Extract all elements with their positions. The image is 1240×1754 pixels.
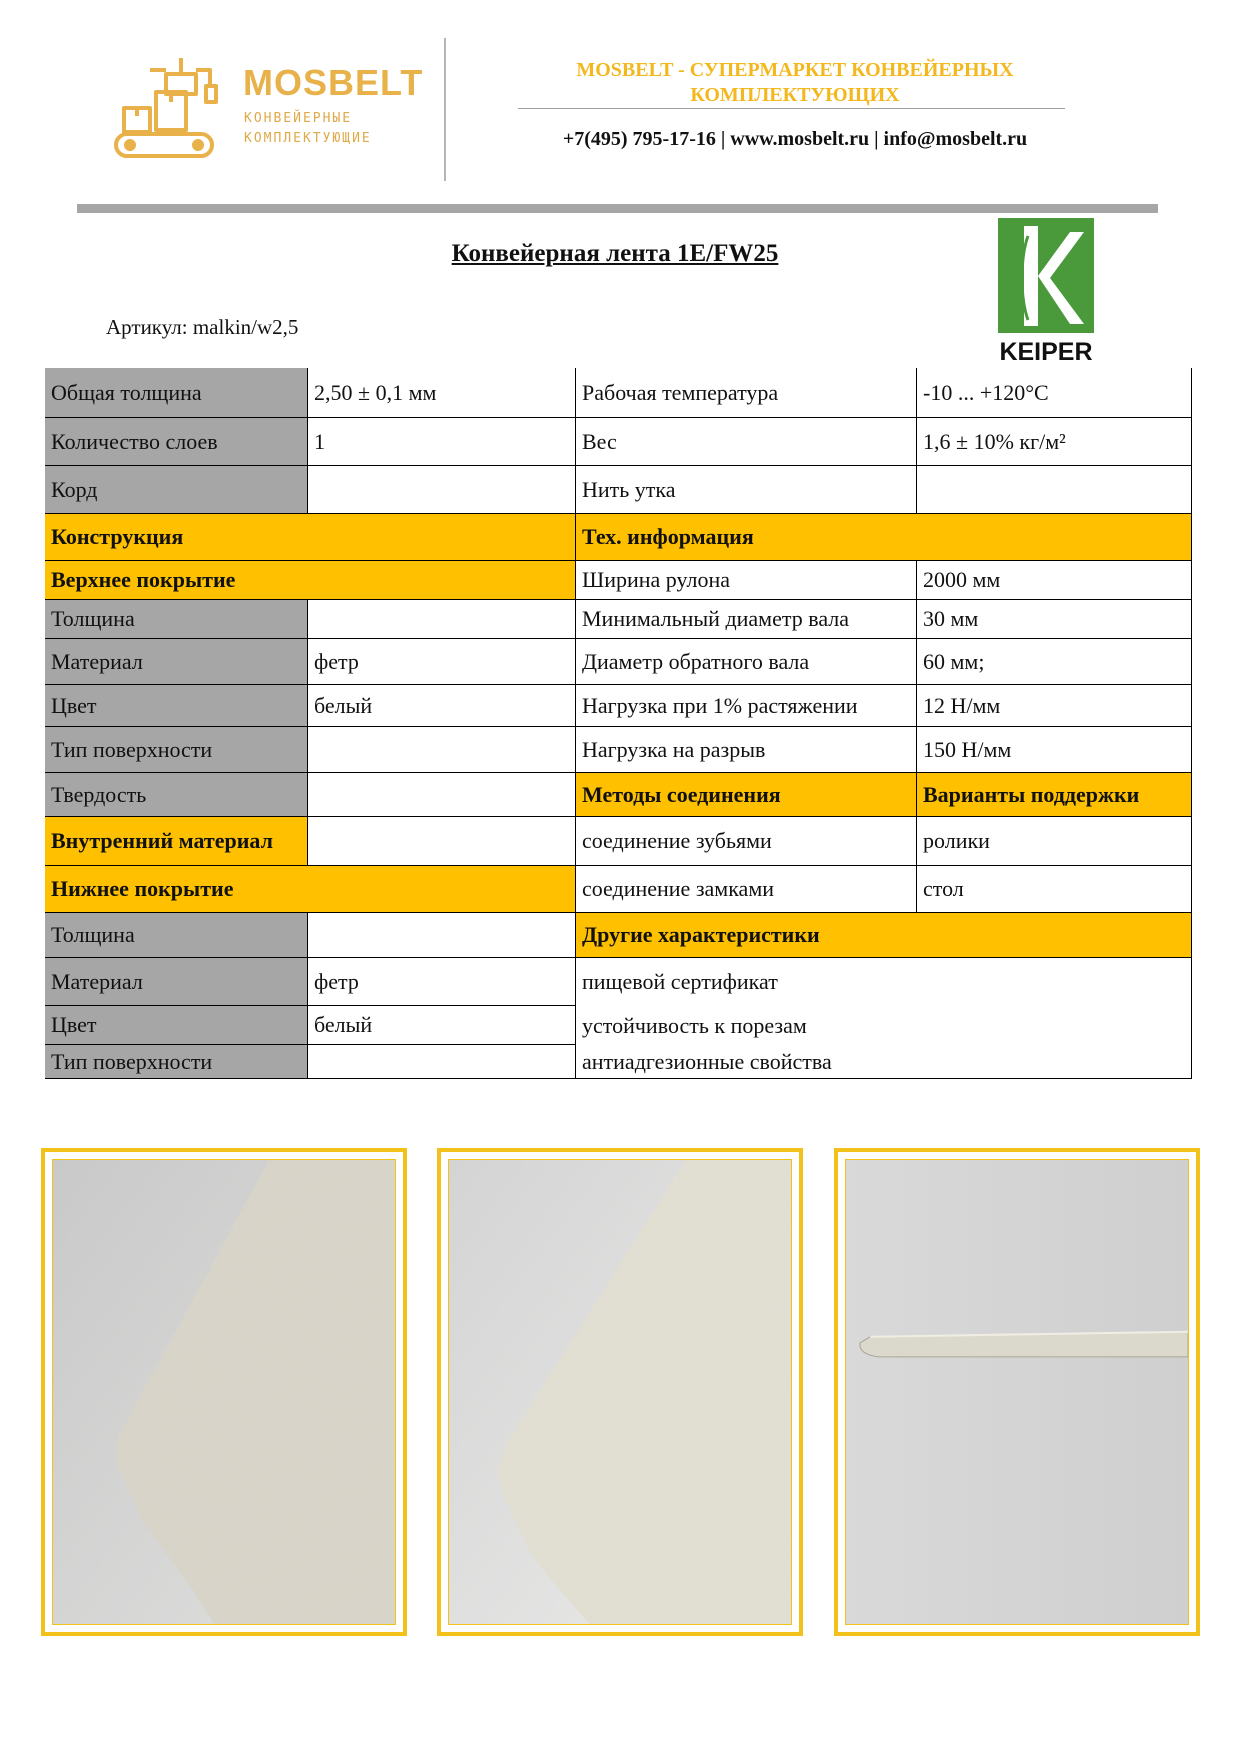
spec-label: Нагрузка на разрыв — [576, 727, 917, 773]
spec-label: Цвет — [45, 685, 308, 727]
keiper-label: KEIPER — [999, 338, 1093, 363]
section-header-left: Нижнее покрытие — [45, 866, 576, 913]
spec-label: Внутренний материал — [45, 817, 308, 866]
spec-label: Нить утка — [576, 466, 917, 514]
spec-value — [308, 773, 576, 817]
section-header-right: Другие характеристики — [576, 913, 1192, 958]
header-underline — [518, 108, 1065, 109]
spec-label: Общая толщина — [45, 368, 308, 418]
article-number: Артикул: malkin/w2,5 — [106, 315, 299, 339]
header-contacts: +7(495) 795-17-16 | www.mosbelt.ru | info@mosbelt.ru — [562, 128, 1028, 150]
logo-subtitle-1: КОНВЕЙЕРНЫЕ — [244, 111, 353, 126]
header-title-line-1: MOSBELT - СУПЕРМАРКЕТ КОНВЕЙЕРНЫХ — [576, 59, 1014, 81]
product-photo-3 — [834, 1148, 1200, 1636]
spec-value: -10 ... +120°C — [917, 368, 1192, 418]
product-photo-1 — [41, 1148, 407, 1636]
spec-value: белый — [308, 1006, 576, 1045]
spec-label: Цвет — [45, 1006, 308, 1045]
spec-label: Твердость — [45, 773, 308, 817]
spec-value — [308, 466, 576, 514]
spec-label: Диаметр обратного вала — [576, 639, 917, 685]
spec-value: ролики — [917, 817, 1192, 866]
spec-label: Ширина рулона — [576, 561, 917, 600]
header-divider — [444, 38, 446, 181]
spec-value: 150 Н/мм — [917, 727, 1192, 773]
spec-value — [308, 817, 576, 866]
other-characteristic: антиадгезионные свойства — [576, 1045, 1192, 1079]
spec-value: фетр — [308, 639, 576, 685]
spec-value: 1,6 ± 10% кг/м² — [917, 418, 1192, 466]
section-header-right: Тех. информация — [576, 514, 1192, 561]
spec-label: Материал — [45, 958, 308, 1006]
keiper-logo — [998, 218, 1094, 363]
spec-label: соединение зубьями — [576, 817, 917, 866]
spec-value: 60 мм; — [917, 639, 1192, 685]
header-title — [520, 58, 1070, 108]
spec-label: соединение замками — [576, 866, 917, 913]
spec-value: 12 Н/мм — [917, 685, 1192, 727]
spec-label: Вес — [576, 418, 917, 466]
spec-label: Тип поверхности — [45, 1045, 308, 1079]
spec-value: 2000 мм — [917, 561, 1192, 600]
spec-value — [308, 1045, 576, 1079]
product-photo-2 — [437, 1148, 803, 1636]
document-title: Конвейерная лента 1E/FW25 — [451, 240, 779, 267]
spec-value — [308, 600, 576, 639]
spec-value: белый — [308, 685, 576, 727]
header-bar — [77, 204, 1158, 213]
spec-label: Толщина — [45, 913, 308, 958]
section-header-right: Варианты поддержки — [917, 773, 1192, 817]
spec-label: Количество слоев — [45, 418, 308, 466]
spec-value: 1 — [308, 418, 576, 466]
spec-label: Тип поверхности — [45, 727, 308, 773]
section-header-left: Верхнее покрытие — [45, 561, 576, 600]
spec-label: Рабочая температура — [576, 368, 917, 418]
spec-value — [308, 913, 576, 958]
spec-value: 30 мм — [917, 600, 1192, 639]
spec-label: Толщина — [45, 600, 308, 639]
logo-subtitle-2: КОМПЛЕКТУЮЩИЕ — [244, 131, 372, 146]
other-characteristic: пищевой сертификат — [576, 958, 1192, 1006]
conveyor-logo-icon — [110, 52, 250, 162]
spec-value: стол — [917, 866, 1192, 913]
spec-label: Материал — [45, 639, 308, 685]
section-header-left: Конструкция — [45, 514, 576, 561]
spec-value — [917, 466, 1192, 514]
spec-label: Корд — [45, 466, 308, 514]
spec-value: 2,50 ± 0,1 мм — [308, 368, 576, 418]
logo-name: MOSBELT — [243, 62, 424, 103]
spec-label: Нагрузка при 1% растяжении — [576, 685, 917, 727]
spec-value — [308, 727, 576, 773]
spec-value: фетр — [308, 958, 576, 1006]
section-header-right: Методы соединения — [576, 773, 917, 817]
header-title-line-2: КОМПЛЕКТУЮЩИХ — [690, 84, 900, 106]
spec-label: Минимальный диаметр вала — [576, 600, 917, 639]
other-characteristic: устойчивость к порезам — [576, 1006, 1192, 1045]
